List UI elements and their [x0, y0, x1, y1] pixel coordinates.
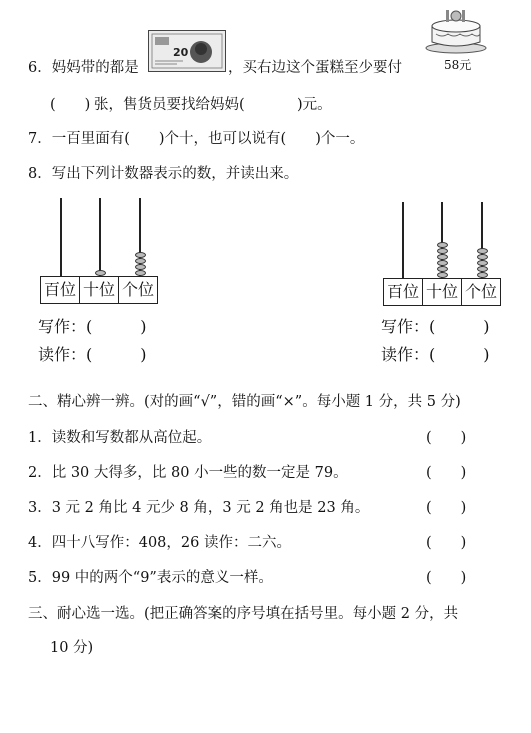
- abacus-bead: [437, 254, 448, 260]
- section3-title-line1: 三、耐心选一选。(把正确答案的序号填在括号里。每小题 2 分，共: [28, 606, 459, 622]
- section3-title-line2: 10 分): [50, 640, 94, 656]
- s2-item-5-answer[interactable]: ( ): [426, 570, 467, 586]
- abacus-bead: [437, 242, 448, 248]
- s2-item-3-answer[interactable]: ( ): [426, 500, 467, 516]
- rod-hundreds-left: [60, 198, 62, 276]
- cake-icon: [422, 2, 490, 56]
- q6-text-part1: 6．妈妈带的都是: [28, 60, 139, 76]
- label-hundreds: 百位: [41, 277, 80, 303]
- section2-title: 二、精心辨一辨。(对的画“√”，错的画“×”。每小题 1 分，共 5 分): [28, 394, 461, 410]
- s2-item-4-answer[interactable]: ( ): [426, 535, 467, 551]
- label-hundreds: 百位: [384, 279, 423, 305]
- cake-image: [422, 2, 490, 56]
- q6-text-part2: ，买右边这个蛋糕至少要付: [228, 60, 402, 76]
- q6-text-part3: 张，售货员要找给妈妈(: [94, 97, 245, 113]
- abacus-right-labels: [383, 278, 501, 306]
- abacus-bead: [437, 260, 448, 266]
- abacus-left-write: 写作：( ): [38, 317, 147, 336]
- banknote-icon: [149, 31, 225, 71]
- label-tens: 十位: [423, 279, 462, 305]
- banknote-image: [148, 30, 226, 72]
- abacus-bead: [477, 260, 488, 266]
- abacus-bead: [477, 266, 488, 272]
- label-tens: 十位: [80, 277, 119, 303]
- rod-hundreds-right: [402, 202, 404, 278]
- q6-paren-1: ( ): [50, 97, 91, 113]
- abacus-left-read: 读作：( ): [38, 345, 147, 364]
- s2-item-3: 3．3 元 2 角比 4 元少 8 角，3 元 2 角也是 23 角。: [28, 500, 370, 516]
- abacus-bead: [437, 266, 448, 272]
- abacus-bead: [437, 248, 448, 254]
- abacus-left-labels: [40, 276, 158, 304]
- abacus-bead: [477, 254, 488, 260]
- s2-item-2: 2．比 30 大得多，比 80 小一些的数一定是 79。: [28, 465, 348, 481]
- abacus-right-read: 读作：( ): [381, 345, 490, 364]
- abacus-right-write: 写作：( ): [381, 317, 490, 336]
- banknote-value: 20: [173, 46, 189, 59]
- rod-tens-left: [99, 198, 101, 276]
- label-ones: 个位: [464, 282, 497, 301]
- q7-text: 7．一百里面有( )个十，也可以说有( )个一。: [28, 131, 365, 147]
- q8-text: 8．写出下列计数器表示的数，并读出来。: [28, 166, 299, 182]
- s2-item-5: 5．99 中的两个“9”表示的意义一样。: [28, 570, 273, 586]
- q6-text-part4: )元。: [268, 97, 332, 113]
- s2-item-1-answer[interactable]: ( ): [426, 430, 467, 446]
- abacus-bead: [477, 248, 488, 254]
- abacus-bead: [135, 252, 146, 258]
- s2-item-2-answer[interactable]: ( ): [426, 465, 467, 481]
- cake-price: 58元: [444, 58, 472, 72]
- abacus-bead: [135, 264, 146, 270]
- abacus-bead: [135, 258, 146, 264]
- label-ones: 个位: [121, 280, 154, 299]
- s2-item-4: 4．四十八写作：408，26 读作：二六。: [28, 535, 291, 551]
- s2-item-1: 1．读数和写数都从高位起。: [28, 430, 212, 446]
